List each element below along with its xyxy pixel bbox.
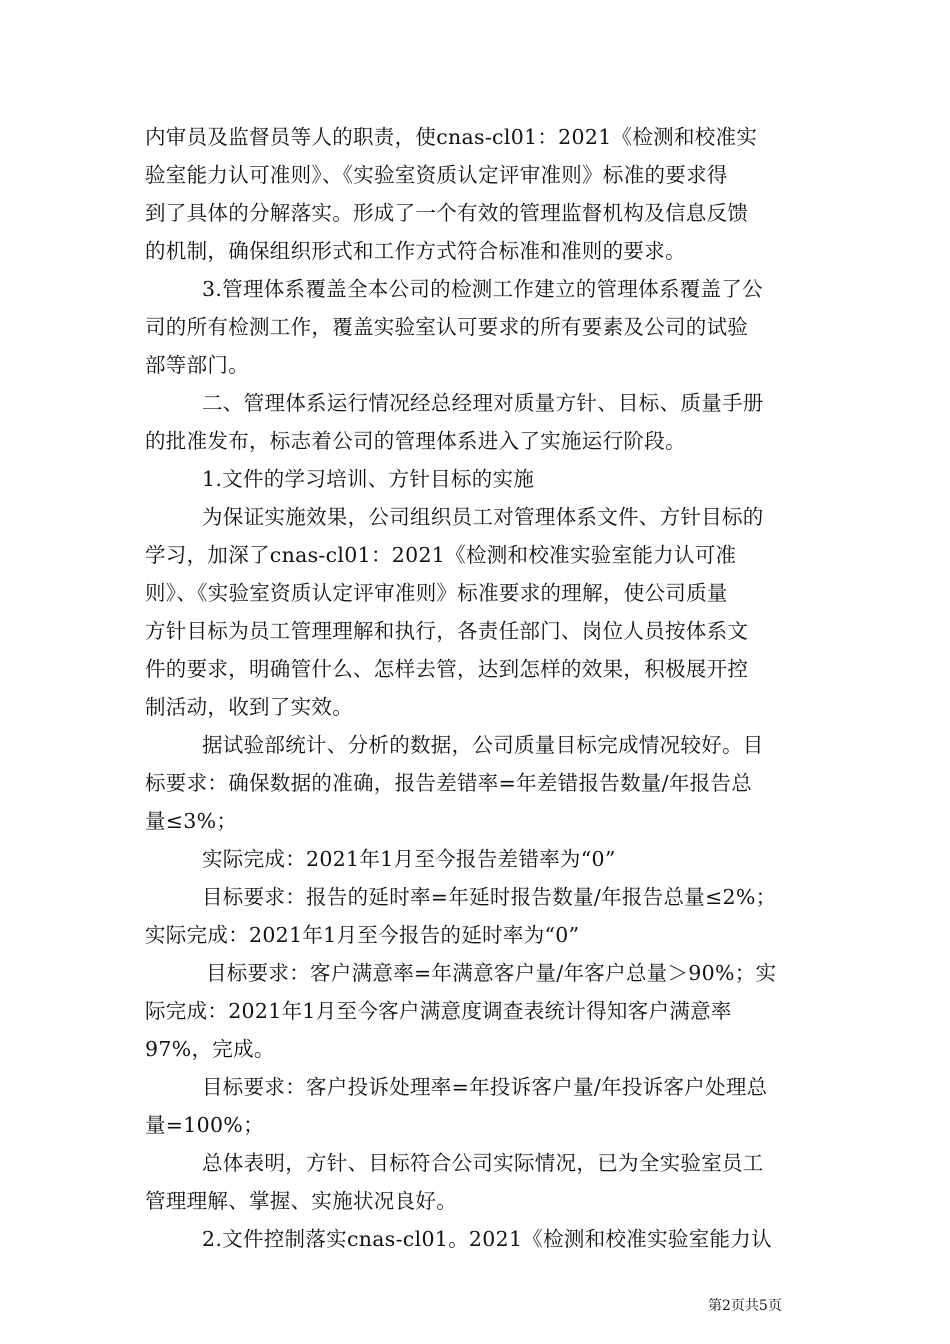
text-line: 标要求：确保数据的准确，报告差错率=年差错报告数量/年报告总	[145, 771, 753, 795]
text-line: 目标要求：报告的延时率=年延时报告数量/年报告总量≤2%；	[202, 885, 777, 909]
text-line: 制活动，收到了实效。	[145, 695, 353, 719]
text-line: 为保证实施效果，公司组织员工对管理体系文件、方针目标的	[202, 505, 764, 529]
text-line: 总体表明，方针、目标符合公司实际情况，已为全实验室员工	[202, 1151, 764, 1175]
text-line: 1.文件的学习培训、方针目标的实施	[202, 467, 535, 491]
page-number-footer: 第2页共5页	[708, 1298, 782, 1314]
text-line: 学习，加深了cnas-cl01：2021《检测和校准实验室能力认可准	[145, 543, 737, 567]
text-line: 的批准发布，标志着公司的管理体系进入了实施运行阶段。	[145, 429, 686, 453]
text-line: 二、管理体系运行情况经总经理对质量方针、目标、质量手册	[202, 391, 764, 415]
text-line: 方针目标为员工管理理解和执行，各责任部门、岗位人员按体系文	[145, 619, 749, 643]
text-line: 目标要求：客户满意率=年满意客户量/年客户总量＞90%；实	[206, 961, 777, 985]
text-line: 2.文件控制落实cnas-cl01。2021《检测和校准实验室能力认	[202, 1227, 772, 1251]
text-line: 件的要求，明确管什么、怎样去管，达到怎样的效果，积极展开控	[145, 657, 749, 681]
text-line: 据试验部统计、分析的数据，公司质量目标完成情况较好。目	[202, 733, 764, 757]
text-line: 则》、《实验室资质认定评审准则》标准要求的理解，使公司质量	[145, 581, 728, 605]
text-line: 验室能力认可准则》、《实验室资质认定评审准则》标准的要求得	[145, 163, 728, 187]
text-line: 实际完成：2021年1月至今报告差错率为“0”	[202, 847, 616, 871]
text-line: 部等部门。	[145, 353, 249, 377]
text-line: 量≤3%；	[145, 809, 238, 833]
text-line: 到了具体的分解落实。形成了一个有效的管理监督机构及信息反馈	[145, 201, 749, 225]
text-line: 目标要求：客户投诉处理率=年投诉客户量/年投诉客户处理总	[202, 1075, 768, 1099]
text-line: 97%，完成。	[145, 1037, 275, 1061]
text-line: 3.管理体系覆盖全本公司的检测工作建立的管理体系覆盖了公	[202, 277, 763, 301]
text-line: 实际完成：2021年1月至今报告的延时率为“0”	[145, 923, 580, 947]
text-line: 司的所有检测工作，覆盖实验室认可要求的所有要素及公司的试验	[145, 315, 749, 339]
text-line: 际完成：2021年1月至今客户满意度调查表统计得知客户满意率	[145, 999, 732, 1023]
text-line: 的机制，确保组织形式和工作方式符合标准和准则的要求。	[145, 239, 686, 263]
text-line: 量=100%；	[145, 1113, 264, 1137]
text-line: 管理理解、掌握、实施状况良好。	[145, 1189, 457, 1213]
text-line: 内审员及监督员等人的职责，使cnas-cl01：2021《检测和校准实	[145, 125, 758, 149]
